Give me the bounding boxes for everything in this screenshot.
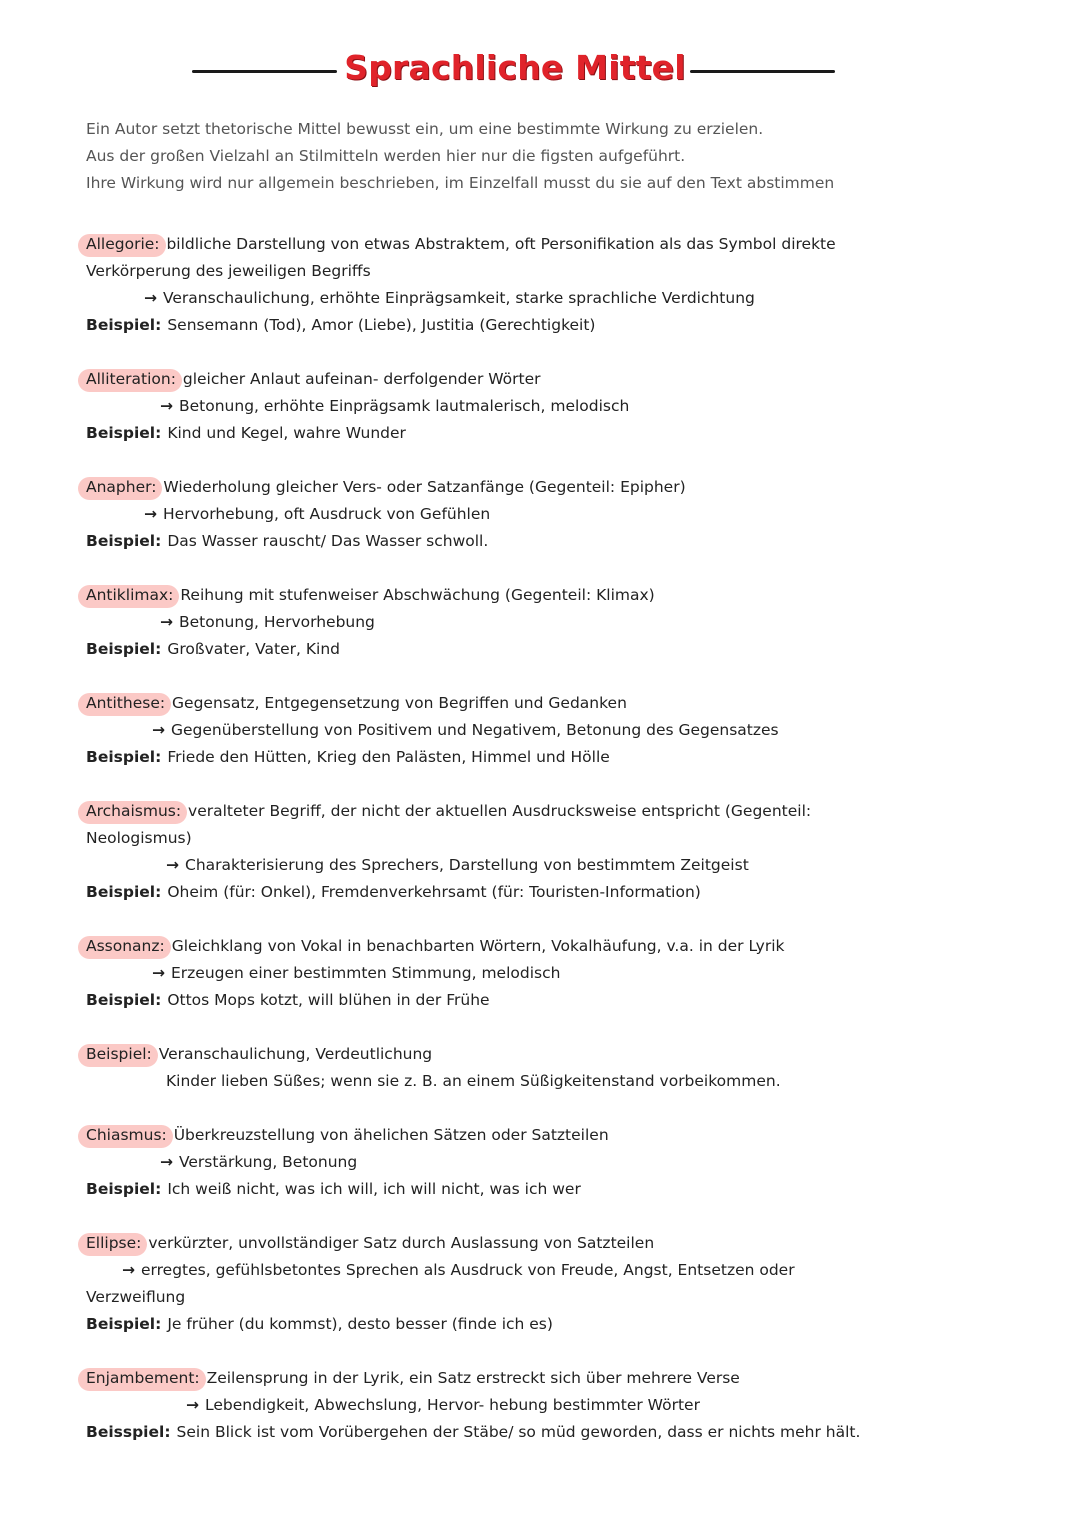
effect-text: Charakterisierung des Sprechers, Darstellung von bestimmtem Zeitgeist: [185, 856, 749, 874]
effect-text: Verstärkung, Betonung: [179, 1153, 358, 1171]
arrow-icon: →: [160, 397, 173, 415]
entry-enjambement: [86, 1365, 1026, 1446]
entry-alliteration: [86, 366, 1026, 447]
intro-line: Ihre Wirkung wird nur allgemein beschrieben, im Einzelfall musst du sie auf den Text abstimmen: [86, 174, 835, 192]
arrow-icon: →: [160, 613, 173, 631]
term-definition-cont: Verkörperung des jeweiligen Begriffs: [86, 262, 371, 280]
page-title: Sprachliche Mittel: [344, 48, 686, 87]
entry-antithese: [86, 690, 1026, 771]
example-text: Ich weiß nicht, was ich will, ich will nicht, was ich wer: [167, 1180, 581, 1198]
effect-text: Hervorhebung, oft Ausdruck von Gefühlen: [163, 505, 491, 523]
term-definition: Zeilensprung in der Lyrik, ein Satz erstreckt sich über mehrere Verse: [206, 1369, 740, 1387]
example-label: Beispiel:: [86, 883, 162, 901]
term-definition: gleicher Anlaut aufeinan- derfolgender Wörter: [182, 370, 541, 388]
entry-assonanz: [86, 933, 1026, 1014]
effect-text: erregtes, gefühlsbetontes Sprechen als Ausdruck von Freude, Angst, Entsetzen oder: [141, 1261, 795, 1279]
intro-line: Aus der großen Vielzahl an Stilmitteln werden hier nur die figsten aufgeführt.: [86, 147, 686, 165]
effect-text: Erzeugen einer bestimmten Stimmung, melodisch: [171, 964, 561, 982]
example-text: Oheim (für: Onkel), Fremdenverkehrsamt (für: Touristen-Information): [167, 883, 701, 901]
effect-text: Gegenüberstellung von Positivem und Negativem, Betonung des Gegensatzes: [171, 721, 779, 739]
effect-text: Betonung, erhöhte Einprägsamk lautmalerisch, melodisch: [179, 397, 630, 415]
intro-line: Ein Autor setzt thetorische Mittel bewusst ein, um eine bestimmte Wirkung zu erzielen.: [86, 120, 764, 138]
example-label: Beispiel:: [86, 532, 162, 550]
device-list: [86, 231, 1026, 1473]
example-label: Beispiel:: [86, 316, 162, 334]
arrow-icon: →: [152, 721, 165, 739]
term-definition: Wiederholung gleicher Vers- oder Satzanfänge (Gegenteil: Epipher): [163, 478, 686, 496]
term-label: Anapher:: [84, 474, 158, 501]
arrow-icon: →: [144, 505, 157, 523]
term-label: Beispiel:: [84, 1041, 154, 1068]
term-label: Assonanz:: [84, 933, 167, 960]
arrow-icon: →: [166, 856, 179, 874]
example-text: Das Wasser rauscht/ Das Wasser schwoll.: [167, 532, 489, 550]
term-definition: Gleichklang von Vokal in benachbarten Wörtern, Vokalhäufung, v.a. in der Lyrik: [171, 937, 785, 955]
term-label: Allegorie:: [84, 231, 162, 258]
term-definition: Reihung mit stufenweiser Abschwächung (Gegenteil: Klimax): [180, 586, 655, 604]
term-label: Archaismus:: [84, 798, 183, 825]
term-definition: Gegensatz, Entgegensetzung von Begriffen und Gedanken: [172, 694, 627, 712]
entry-archaismus: [86, 798, 1026, 906]
example-label: Beispiel:: [86, 424, 162, 442]
title-rule-left: [192, 70, 337, 73]
term-label: Alliteration:: [84, 366, 178, 393]
example-label: Beisspiel:: [86, 1423, 171, 1441]
example-text: Großvater, Vater, Kind: [167, 640, 340, 658]
effect-text: Betonung, Hervorhebung: [179, 613, 375, 631]
example-text: Kinder lieben Süßes; wenn sie z. B. an einem Süßigkeitenstand vorbeikommen.: [166, 1072, 781, 1090]
term-label: Antithese:: [84, 690, 167, 717]
term-definition: bildliche Darstellung von etwas Abstraktem, oft Personifikation als das Symbol direkte: [166, 235, 836, 253]
example-text: Sein Blick ist vom Vorübergehen der Stäbe/ so müd geworden, dass er nichts mehr hält.: [176, 1423, 861, 1441]
entry-beispiel: [86, 1041, 1026, 1095]
effect-text: Veranschaulichung, erhöhte Einprägsamkeit, starke sprachliche Verdichtung: [163, 289, 755, 307]
term-definition: Veranschaulichung, Verdeutlichung: [158, 1045, 433, 1063]
example-text: Kind und Kegel, wahre Wunder: [167, 424, 406, 442]
example-label: Beispiel:: [86, 748, 162, 766]
term-definition: verkürzter, unvollständiger Satz durch Auslassung von Satzteilen: [148, 1234, 655, 1252]
term-label: Chiasmus:: [84, 1122, 169, 1149]
entry-ellipse: [86, 1230, 1026, 1338]
arrow-icon: →: [144, 289, 157, 307]
title-row: [0, 44, 1080, 100]
title-rule-right: [690, 70, 835, 73]
term-definition: veralteter Begriff, der nicht der aktuellen Ausdrucksweise entspricht (Gegenteil:: [188, 802, 812, 820]
effect-text: Lebendigkeit, Abwechslung, Hervor- hebung bestimmter Wörter: [205, 1396, 700, 1414]
arrow-icon: →: [186, 1396, 199, 1414]
example-label: Beispiel:: [86, 1315, 162, 1333]
term-definition-cont: Neologismus): [86, 829, 192, 847]
term-label: Ellipse:: [84, 1230, 143, 1257]
entry-antiklimax: [86, 582, 1026, 663]
effect-text-cont: Verzweiflung: [86, 1288, 186, 1306]
example-label: Beispiel:: [86, 640, 162, 658]
example-text: Ottos Mops kotzt, will blühen in der Frühe: [167, 991, 490, 1009]
entry-allegorie: [86, 231, 1026, 339]
example-text: Friede den Hütten, Krieg den Palästen, Himmel und Hölle: [167, 748, 610, 766]
arrow-icon: →: [160, 1153, 173, 1171]
example-label: Beispiel:: [86, 991, 162, 1009]
example-text: Sensemann (Tod), Amor (Liebe), Justitia (Gerechtigkeit): [167, 316, 596, 334]
entry-anapher: [86, 474, 1026, 555]
intro-text: [86, 116, 1006, 197]
arrow-icon: →: [152, 964, 165, 982]
term-label: Enjambement:: [84, 1365, 202, 1392]
example-label: Beispiel:: [86, 1180, 162, 1198]
term-definition: Überkreuzstellung von ähelichen Sätzen oder Satzteilen: [173, 1126, 609, 1144]
term-label: Antiklimax:: [84, 582, 175, 609]
entry-chiasmus: [86, 1122, 1026, 1203]
arrow-icon: →: [122, 1261, 135, 1279]
example-text: Je früher (du kommst), desto besser (finde ich es): [167, 1315, 553, 1333]
